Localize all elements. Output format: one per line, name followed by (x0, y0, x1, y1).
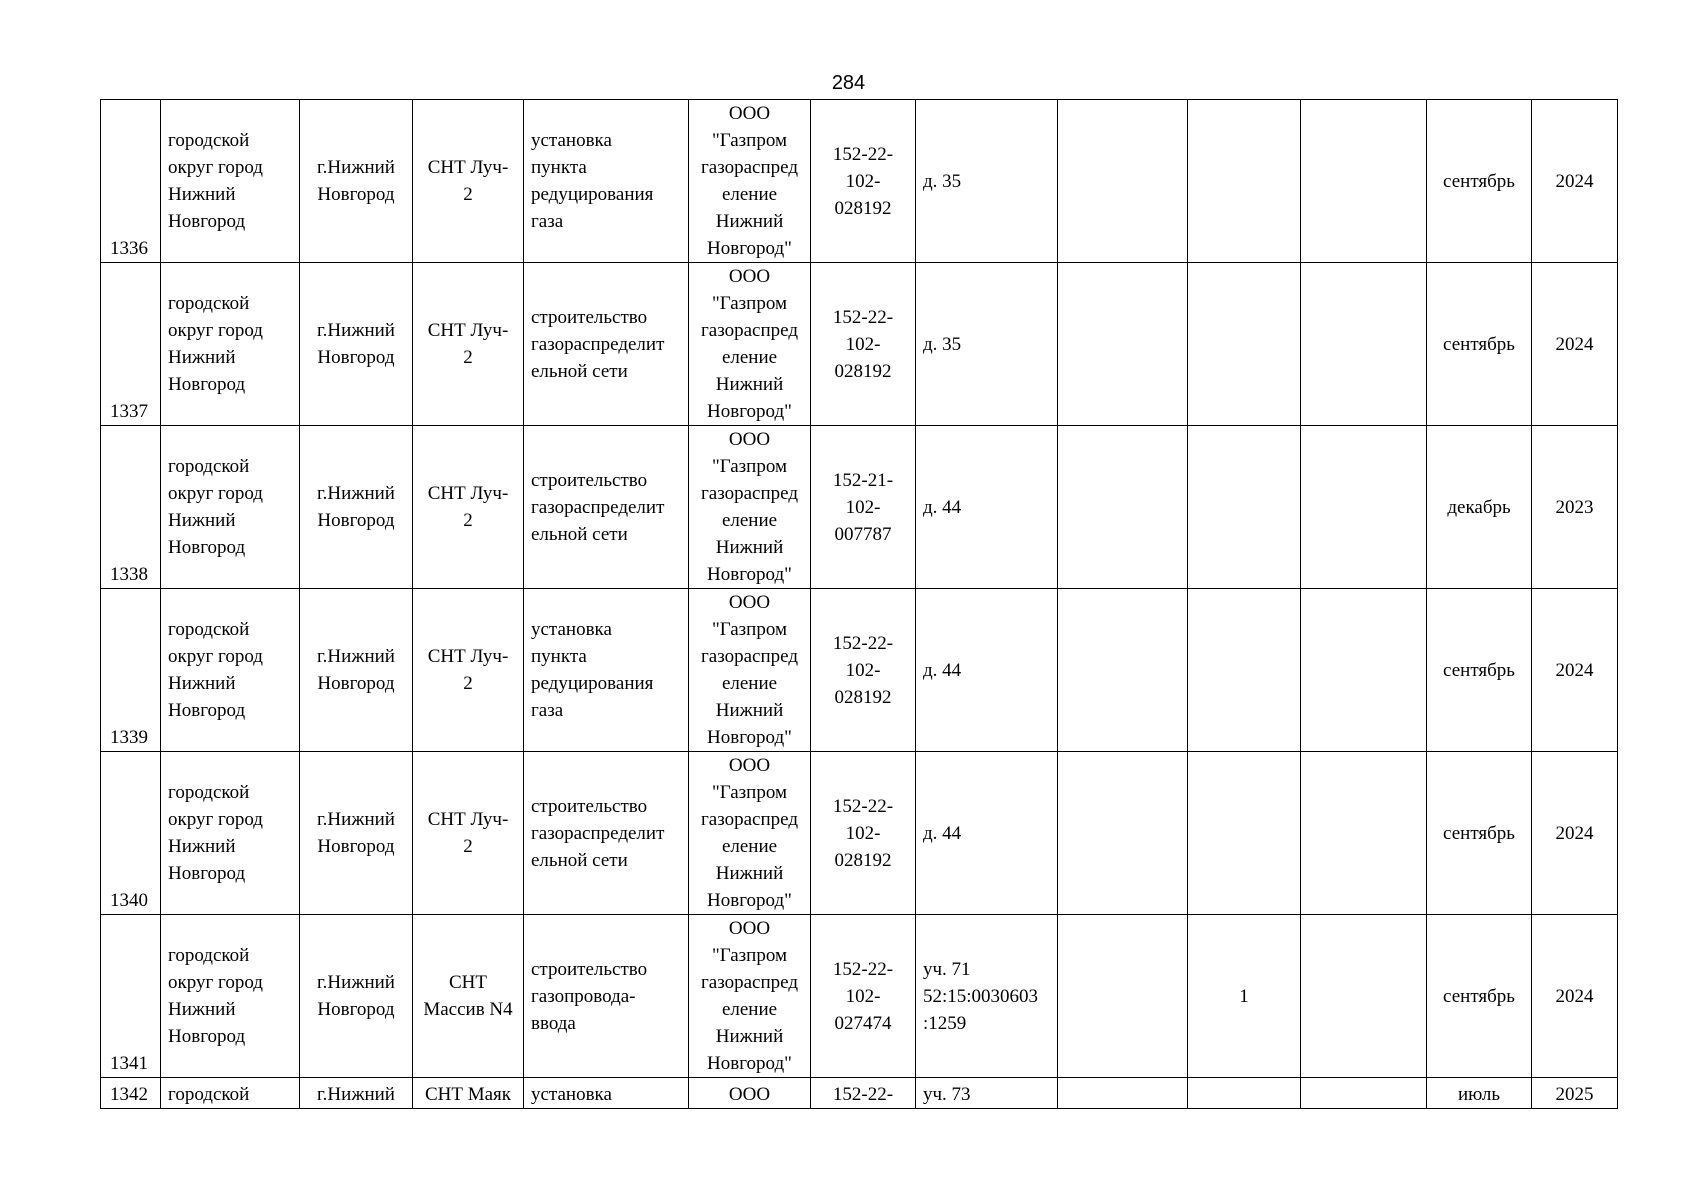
cell-address (916, 100, 1058, 263)
cell-application-code (811, 752, 916, 915)
cell-text: уч. 73 (923, 1084, 971, 1105)
cell-month (1427, 1078, 1532, 1109)
cell-application-code (811, 915, 916, 1078)
cell-work-type (524, 263, 689, 426)
cell-application-code (811, 1078, 916, 1109)
cell-application-code (811, 589, 916, 752)
cell-text: 152-22- 102- 027474 (832, 958, 894, 1034)
cell-settlement (413, 263, 524, 426)
cell-text: установка пункта редуцирования газа (531, 130, 654, 232)
cell-col10 (1188, 100, 1301, 263)
cell-district (161, 263, 300, 426)
cell-text: 152-22- 102- 028192 (832, 143, 894, 219)
cell-text: 152-22- 102- 028192 (832, 795, 894, 871)
cell-number (101, 263, 161, 426)
table-row (101, 426, 1618, 589)
cell-number (101, 589, 161, 752)
cell-number (101, 752, 161, 915)
cell-district (161, 1078, 300, 1109)
cell-text: ООО "Газпром газораспред еление Нижний Новгород" (700, 755, 798, 911)
cell-text (1191, 1081, 1297, 1108)
cell-work-type (524, 1078, 689, 1109)
cell-text: д. 35 (923, 333, 962, 355)
cell-number (101, 1078, 161, 1109)
cell-text: городской округ город Нижний Новгород (168, 130, 263, 232)
cell-col9 (1058, 589, 1188, 752)
cell-month (1427, 263, 1532, 426)
cell-organization (689, 915, 811, 1078)
cell-text: 1336 (110, 238, 148, 259)
cell-text: 2024 (1555, 822, 1594, 844)
cell-text: 1337 (110, 401, 148, 422)
cell-col10 (1188, 426, 1301, 589)
cell-settlement (413, 100, 524, 263)
cell-application-code (811, 100, 916, 263)
table-row (101, 100, 1618, 263)
table-body (101, 100, 1618, 1109)
cell-text: 2025 (1555, 1084, 1594, 1105)
cell-col10 (1188, 1078, 1301, 1109)
cell-text: установка (531, 1084, 612, 1105)
cell-text: 1340 (110, 890, 148, 911)
cell-text: ООО "Газпром газораспред еление Нижний Новгород" (700, 103, 798, 259)
cell-text: ООО (728, 1084, 771, 1105)
cell-text: городской (168, 1084, 250, 1105)
cell-month (1427, 752, 1532, 915)
cell-text: сентябрь (1443, 822, 1515, 844)
cell-year (1532, 752, 1618, 915)
cell-text: д. 44 (923, 822, 962, 844)
cell-text: декабрь (1447, 496, 1511, 518)
cell-text: строительство газопровода- ввода (531, 958, 648, 1034)
cell-text (1061, 1081, 1184, 1108)
cell-address (916, 589, 1058, 752)
cell-month (1427, 915, 1532, 1078)
cell-text: сентябрь (1443, 659, 1515, 681)
cell-text: СНТ Массив N4 (423, 972, 513, 1020)
cell-text: СНТ Маяк (424, 1084, 512, 1105)
cell-text: СНТ Луч- 2 (427, 646, 509, 694)
cell-work-type (524, 752, 689, 915)
cell-year (1532, 426, 1618, 589)
cell-text: 152-22- (832, 1084, 894, 1105)
cell-col9 (1058, 263, 1188, 426)
cell-text: июль (1457, 1084, 1501, 1105)
cell-work-type (524, 915, 689, 1078)
cell-text: строительство газораспределит ельной сети (531, 306, 665, 382)
cell-text: г.Нижний Новгород (317, 646, 395, 694)
table-row (101, 915, 1618, 1078)
cell-number (101, 426, 161, 589)
cell-text: 2024 (1555, 170, 1594, 192)
cell-settlement (413, 589, 524, 752)
cell-district (161, 752, 300, 915)
cell-col11 (1301, 589, 1427, 752)
cell-text: сентябрь (1443, 170, 1515, 192)
cell-text: ООО "Газпром газораспред еление Нижний Новгород" (700, 918, 798, 1074)
cell-address (916, 915, 1058, 1078)
cell-col11 (1301, 100, 1427, 263)
table-row (101, 752, 1618, 915)
cell-organization (689, 752, 811, 915)
cell-year (1532, 589, 1618, 752)
cell-text: 2024 (1555, 333, 1594, 355)
cell-text: СНТ Луч- 2 (427, 320, 509, 368)
cell-city (300, 426, 413, 589)
cell-text: ООО "Газпром газораспред еление Нижний Новгород" (700, 429, 798, 585)
cell-number (101, 100, 161, 263)
cell-district (161, 100, 300, 263)
cell-text: г.Нижний Новгород (317, 972, 395, 1020)
cell-settlement (413, 915, 524, 1078)
cell-organization (689, 426, 811, 589)
cell-col11 (1301, 1078, 1427, 1109)
cell-text: сентябрь (1443, 333, 1515, 355)
cell-text: д. 44 (923, 659, 962, 681)
cell-col9 (1058, 915, 1188, 1078)
cell-address (916, 426, 1058, 589)
cell-text: 152-22- 102- 028192 (832, 306, 894, 382)
cell-text: городской округ город Нижний Новгород (168, 782, 263, 884)
table-row (101, 1078, 1618, 1109)
cell-organization (689, 1078, 811, 1109)
cell-year (1532, 100, 1618, 263)
cell-col10 (1188, 589, 1301, 752)
cell-text: ООО "Газпром газораспред еление Нижний Новгород" (700, 266, 798, 422)
cell-text: СНТ Луч- 2 (427, 809, 509, 857)
cell-work-type (524, 589, 689, 752)
cell-col9 (1058, 1078, 1188, 1109)
cell-year (1532, 1078, 1618, 1109)
cell-col11 (1301, 915, 1427, 1078)
cell-text: г.Нижний Новгород (317, 320, 395, 368)
cell-organization (689, 263, 811, 426)
cell-number (101, 915, 161, 1078)
cell-address (916, 1078, 1058, 1109)
cell-settlement (413, 1078, 524, 1109)
cell-text: г.Нижний Новгород (317, 157, 395, 205)
cell-text: 2024 (1555, 985, 1594, 1007)
cell-city (300, 263, 413, 426)
cell-district (161, 589, 300, 752)
cell-text: СНТ Луч- 2 (427, 483, 509, 531)
cell-text: д. 44 (923, 496, 962, 518)
cell-text: 1341 (110, 1053, 148, 1074)
cell-text: сентябрь (1443, 985, 1515, 1007)
cell-text: строительство газораспределит ельной сети (531, 469, 665, 545)
cell-application-code (811, 263, 916, 426)
cell-address (916, 752, 1058, 915)
cell-col9 (1058, 752, 1188, 915)
cell-text: строительство газораспределит ельной сети (531, 795, 665, 871)
cell-col9 (1058, 100, 1188, 263)
page-number: 284 (831, 72, 866, 94)
cell-settlement (413, 426, 524, 589)
cell-city (300, 1078, 413, 1109)
cell-col11 (1301, 426, 1427, 589)
cell-text: городской округ город Нижний Новгород (168, 456, 263, 558)
cell-district (161, 915, 300, 1078)
cell-text: установка пункта редуцирования газа (531, 619, 654, 721)
cell-application-code (811, 426, 916, 589)
cell-text: 152-21- 102- 007787 (832, 469, 894, 545)
cell-district (161, 426, 300, 589)
cell-text: городской округ город Нижний Новгород (168, 293, 263, 395)
cell-text: ООО "Газпром газораспред еление Нижний Новгород" (700, 592, 798, 748)
cell-year (1532, 263, 1618, 426)
cell-text: г.Нижний (317, 1084, 395, 1105)
cell-address (916, 263, 1058, 426)
cell-text: 2024 (1555, 659, 1594, 681)
cell-col10 (1188, 752, 1301, 915)
cell-work-type (524, 426, 689, 589)
cell-year (1532, 915, 1618, 1078)
cell-text: 1 (1239, 985, 1249, 1007)
cell-month (1427, 426, 1532, 589)
cell-col9 (1058, 426, 1188, 589)
cell-month (1427, 589, 1532, 752)
cell-text: 1342 (110, 1084, 148, 1105)
cell-col11 (1301, 752, 1427, 915)
cell-work-type (524, 100, 689, 263)
cell-text (1304, 1081, 1423, 1108)
cell-text: 152-22- 102- 028192 (832, 632, 894, 708)
cell-text: уч. 71 52:15:0030603 :1259 (923, 958, 1039, 1034)
cell-city (300, 752, 413, 915)
cell-settlement (413, 752, 524, 915)
cell-col10 (1188, 915, 1301, 1078)
cell-text: 1338 (110, 564, 148, 585)
table-row (101, 589, 1618, 752)
table-row (101, 263, 1618, 426)
cell-col11 (1301, 263, 1427, 426)
cell-month (1427, 100, 1532, 263)
cell-city (300, 589, 413, 752)
cell-text: СНТ Луч- 2 (427, 157, 509, 205)
cell-text: городской округ город Нижний Новгород (168, 619, 263, 721)
cell-text: г.Нижний Новгород (317, 483, 395, 531)
cell-col10 (1188, 263, 1301, 426)
cell-organization (689, 589, 811, 752)
gas-registry-table (100, 99, 1618, 1109)
cell-text: д. 35 (923, 170, 962, 192)
cell-text: городской округ город Нижний Новгород (168, 945, 263, 1047)
cell-city (300, 100, 413, 263)
cell-text: 1339 (110, 727, 148, 748)
cell-text: г.Нижний Новгород (317, 809, 395, 857)
cell-text: 2023 (1555, 496, 1594, 518)
cell-city (300, 915, 413, 1078)
cell-organization (689, 100, 811, 263)
